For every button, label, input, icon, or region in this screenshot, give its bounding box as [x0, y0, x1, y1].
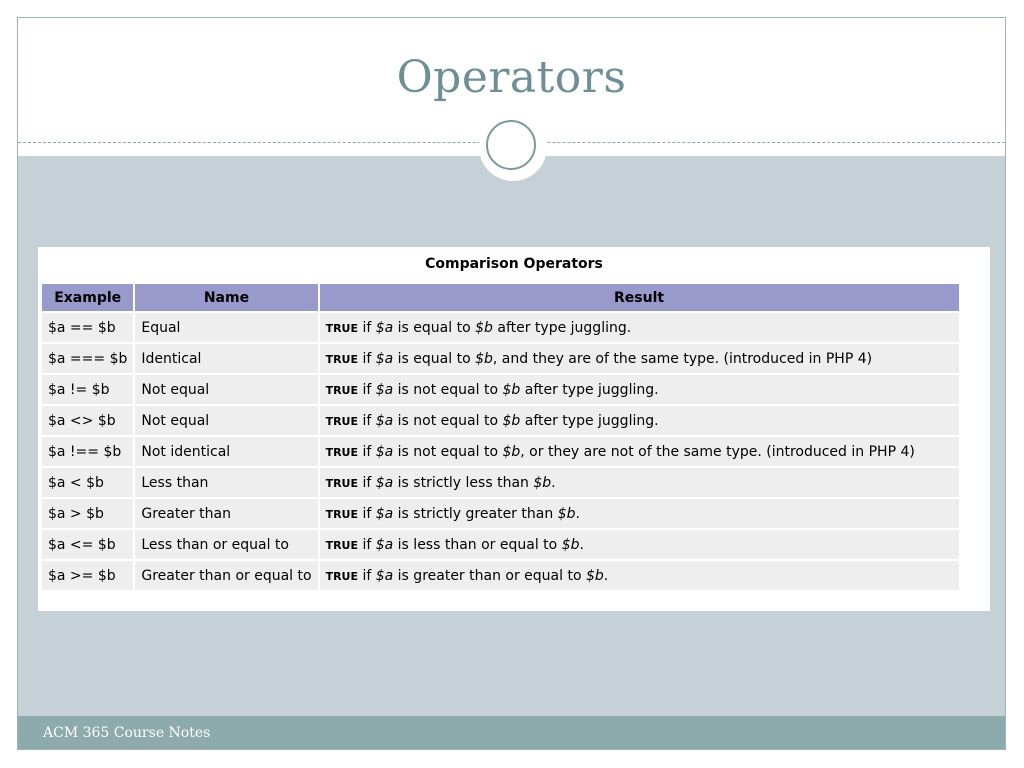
slide-footer: [18, 716, 1005, 750]
slide: [17, 17, 1006, 750]
variable-text: $b: [557, 505, 576, 522]
operator-example: $a === $b: [42, 344, 133, 373]
result-text: .: [575, 505, 580, 522]
true-keyword: TRUE: [325, 538, 358, 552]
true-keyword: TRUE: [325, 321, 358, 335]
table-row: [42, 530, 959, 559]
result-text: is less than or equal to: [397, 536, 558, 553]
result-text: if: [362, 536, 372, 553]
header-example: Example: [42, 284, 133, 311]
slide-title: Operators: [396, 52, 627, 103]
operator-result: [320, 468, 959, 497]
operator-example: $a !== $b: [42, 437, 133, 466]
operator-result: [320, 313, 959, 342]
operator-name: Not equal: [135, 375, 317, 404]
result-text: if: [362, 412, 372, 429]
operator-result: [320, 344, 959, 373]
operator-result: [320, 437, 959, 466]
table-row: [42, 344, 959, 373]
variable-text: $b: [585, 567, 604, 584]
operators-table: [40, 282, 961, 592]
operator-example: $a != $b: [42, 375, 133, 404]
result-text: after type juggling.: [497, 319, 632, 336]
table-row: [42, 313, 959, 342]
result-text: , or they are not of the same type. (introduced in PHP 4): [520, 443, 915, 460]
operator-result: [320, 561, 959, 590]
operator-example: $a == $b: [42, 313, 133, 342]
operator-example: $a <> $b: [42, 406, 133, 435]
variable-text: $b: [502, 443, 521, 460]
variable-text: $a: [375, 350, 394, 367]
operator-name: Less than: [135, 468, 317, 497]
true-keyword: TRUE: [325, 507, 358, 521]
comparison-operators-table: [38, 247, 990, 611]
variable-text: $a: [375, 567, 394, 584]
result-text: .: [603, 567, 609, 584]
table-row: [42, 468, 959, 497]
result-text: if: [362, 474, 372, 491]
true-keyword: TRUE: [325, 383, 358, 397]
variable-text: $a: [375, 443, 394, 460]
footer-text: ACM 365 Course Notes: [43, 725, 211, 741]
variable-text: $b: [502, 381, 521, 398]
variable-text: $a: [375, 505, 394, 522]
true-keyword: TRUE: [325, 569, 358, 583]
table-header-row: [42, 284, 959, 311]
table-row: [42, 499, 959, 528]
table-row: [42, 375, 959, 404]
variable-text: $b: [502, 412, 521, 429]
table-row: [42, 406, 959, 435]
operator-name: Greater than: [135, 499, 317, 528]
result-text: , and they are of the same type. (introduced in PHP 4): [492, 350, 873, 367]
result-text: is equal to: [397, 319, 471, 336]
operator-result: [320, 499, 959, 528]
operator-name: Greater than or equal to: [135, 561, 317, 590]
true-keyword: TRUE: [325, 445, 358, 459]
variable-text: $b: [475, 319, 493, 336]
result-text: after type juggling.: [524, 412, 659, 429]
result-text: after type juggling.: [524, 381, 659, 398]
operator-name: Equal: [135, 313, 317, 342]
true-keyword: TRUE: [325, 414, 358, 428]
result-text: is not equal to: [397, 412, 499, 429]
operator-result: [320, 530, 959, 559]
result-text: is greater than or equal to: [397, 567, 582, 584]
variable-text: $b: [475, 350, 493, 367]
slide-header: [18, 18, 1005, 156]
result-text: is not equal to: [397, 381, 499, 398]
variable-text: $a: [375, 412, 394, 429]
result-text: if: [362, 350, 372, 367]
result-text: is equal to: [397, 350, 471, 367]
operator-name: Less than or equal to: [135, 530, 317, 559]
table-row: [42, 437, 959, 466]
header-name: Name: [135, 284, 317, 311]
result-text: is not equal to: [397, 443, 499, 460]
variable-text: $a: [375, 536, 394, 553]
result-text: if: [362, 381, 372, 398]
result-text: .: [551, 474, 556, 491]
operator-example: $a >= $b: [42, 561, 133, 590]
decorative-ring-icon: [486, 120, 536, 170]
operator-name: Not equal: [135, 406, 317, 435]
table-row: [42, 561, 959, 590]
operator-example: $a < $b: [42, 468, 133, 497]
variable-text: $a: [375, 381, 394, 398]
true-keyword: TRUE: [325, 352, 358, 366]
variable-text: $b: [533, 474, 552, 491]
operator-name: Identical: [135, 344, 317, 373]
variable-text: $b: [561, 536, 580, 553]
operator-example: $a <= $b: [42, 530, 133, 559]
variable-text: $a: [375, 474, 394, 491]
result-text: is strictly greater than: [397, 505, 554, 522]
operator-example: $a > $b: [42, 499, 133, 528]
operator-result: [320, 375, 959, 404]
result-text: if: [362, 319, 372, 336]
result-text: .: [579, 536, 584, 553]
result-text: if: [362, 505, 372, 522]
operator-name: Not identical: [135, 437, 317, 466]
operator-result: [320, 406, 959, 435]
table-caption: Comparison Operators: [425, 256, 603, 272]
header-result: Result: [320, 284, 959, 311]
true-keyword: TRUE: [325, 476, 358, 490]
result-text: is strictly less than: [397, 474, 529, 491]
result-text: if: [362, 567, 372, 584]
variable-text: $a: [375, 319, 394, 336]
result-text: if: [362, 443, 372, 460]
